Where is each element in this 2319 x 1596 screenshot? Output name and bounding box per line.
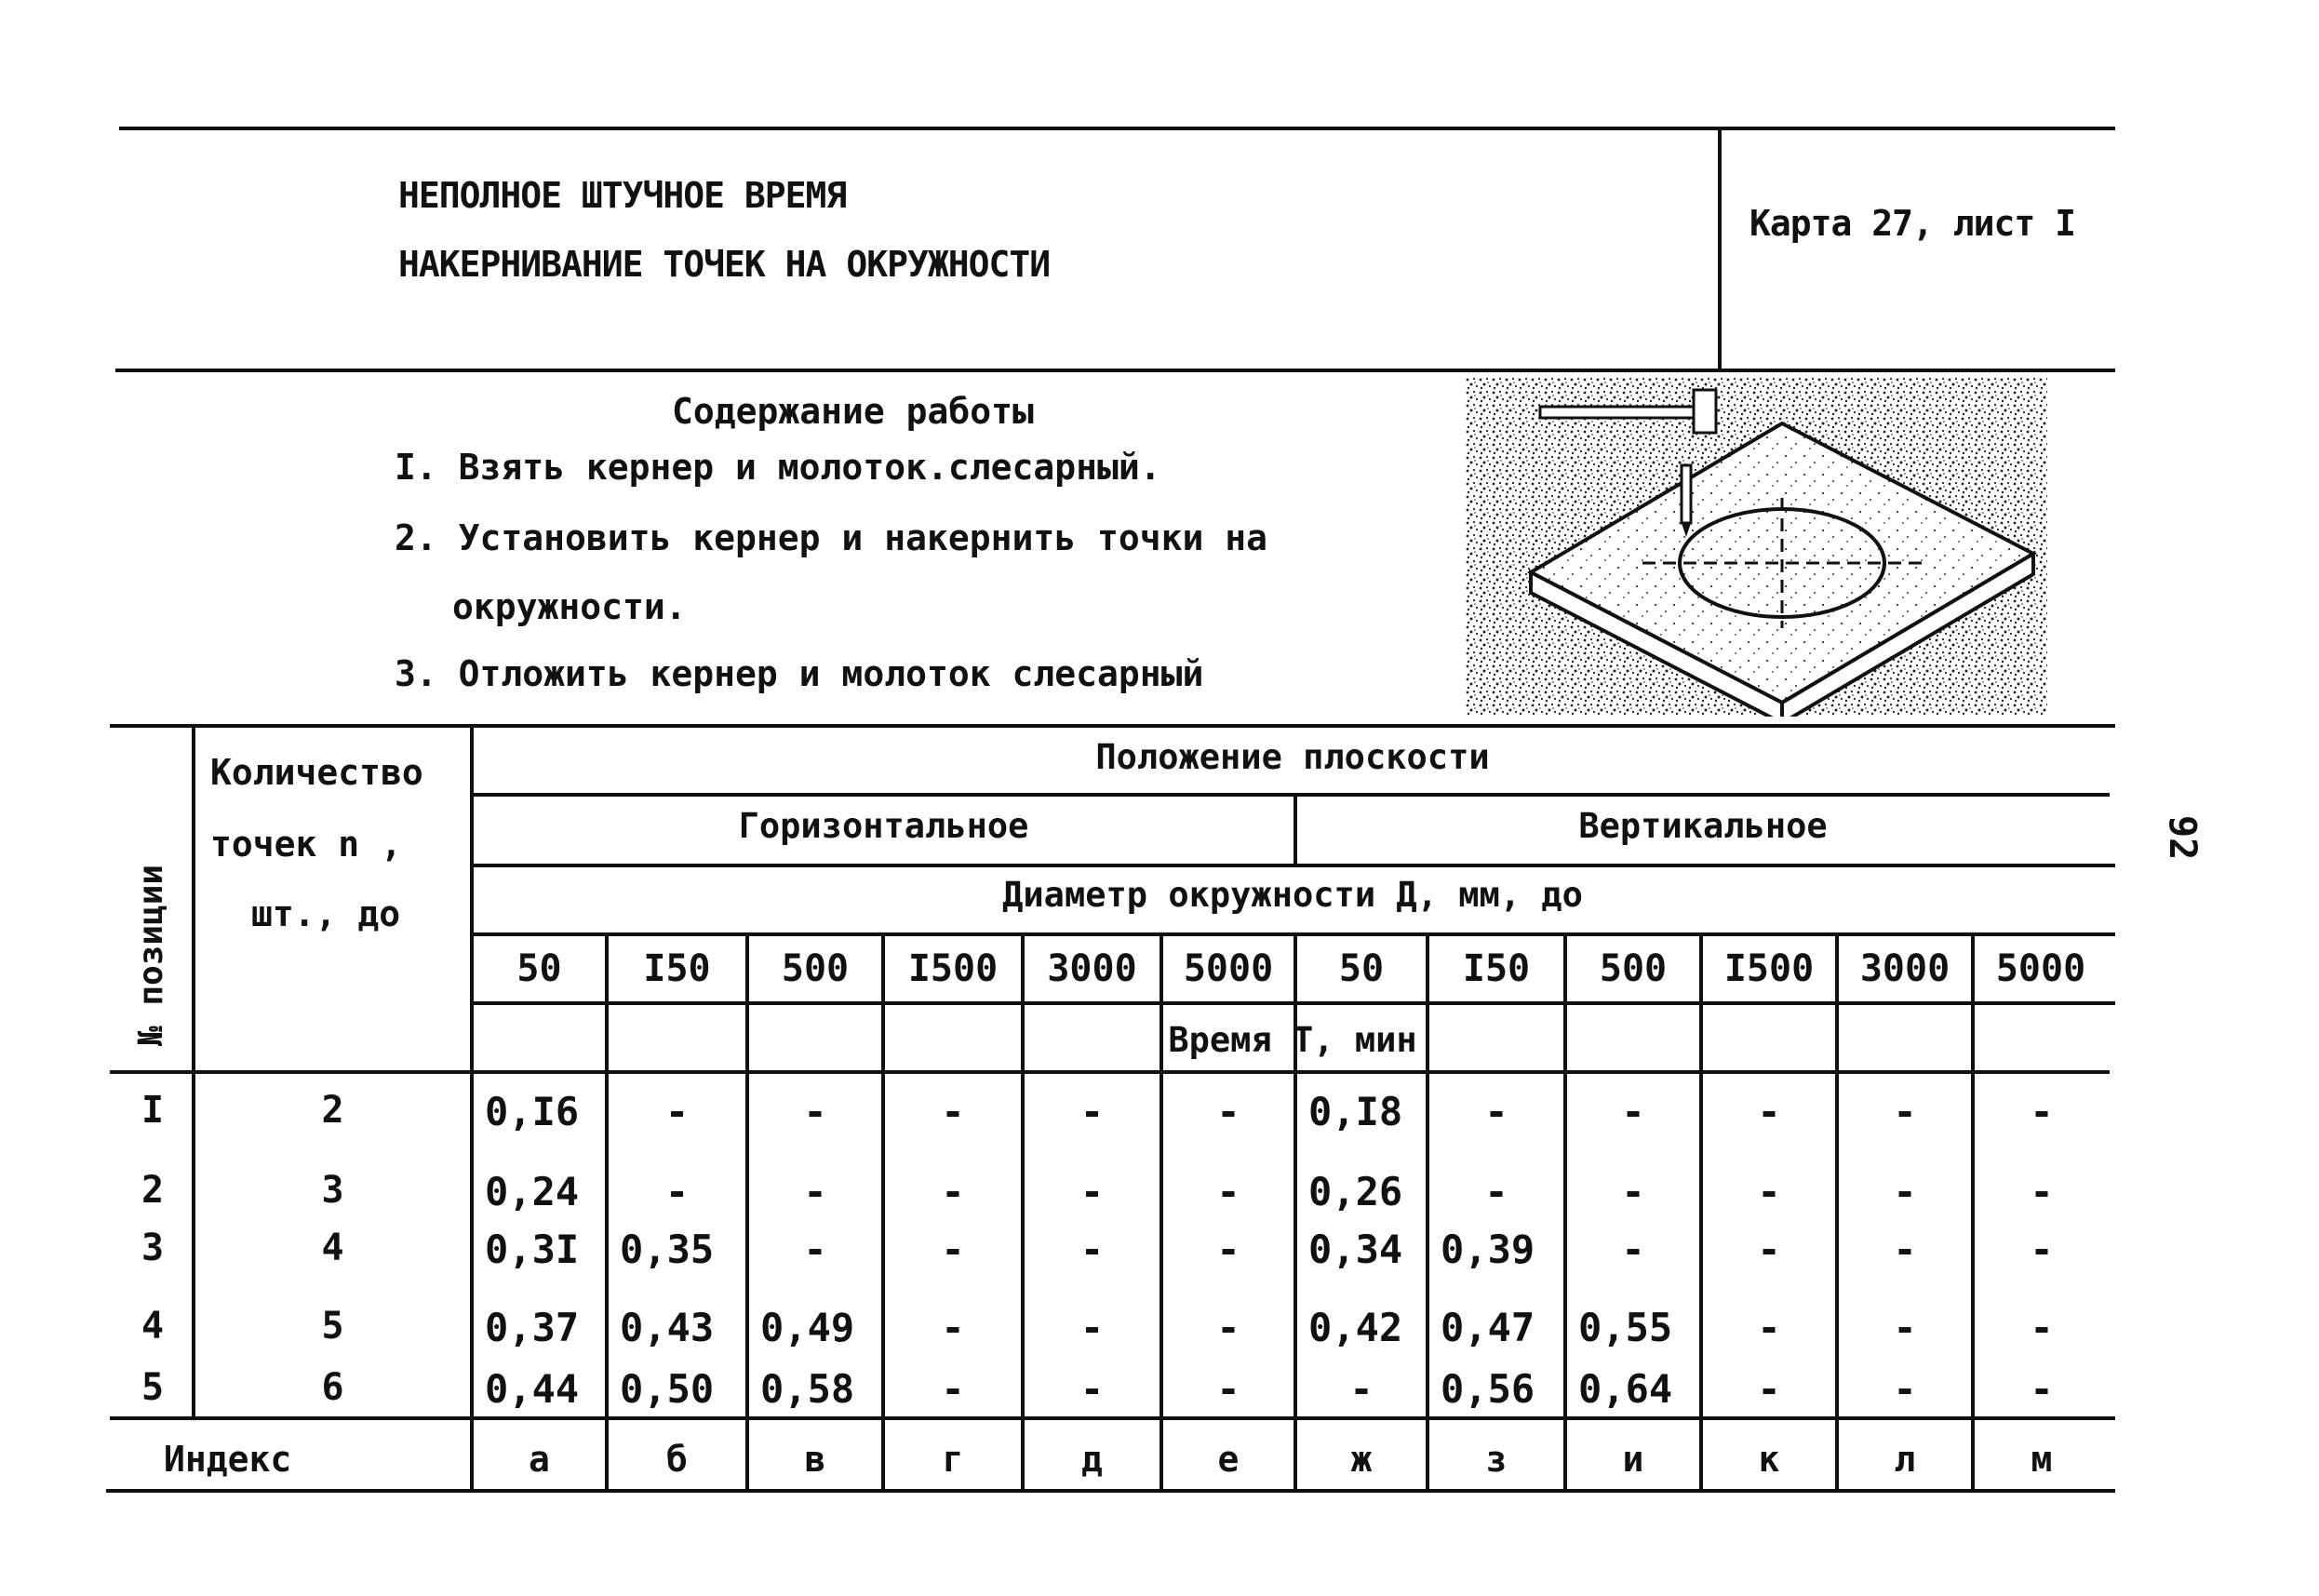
plane-header-rule — [474, 793, 2110, 797]
vertical-header: Вертикальное — [1578, 806, 1828, 846]
plane-position-header: Положение плоскости — [1095, 737, 1490, 777]
time-value-cell: 0,24 — [485, 1169, 580, 1214]
time-value-cell: - — [2030, 1169, 2054, 1214]
index-cell: и — [1622, 1439, 1644, 1480]
index-cell: з — [1485, 1439, 1508, 1480]
diameter-cell: 500 — [781, 947, 850, 990]
time-value-cell: - — [1349, 1366, 1374, 1412]
time-value-cell: - — [1216, 1169, 1240, 1214]
time-value-cell: 0,44 — [485, 1366, 580, 1412]
time-value-cell: - — [664, 1169, 690, 1214]
header-bottom-table-rule — [110, 1070, 2110, 1074]
time-header: Время Т, мин — [1168, 1020, 1417, 1060]
diameter-header: Диаметр окружности Д, мм, до — [1002, 875, 1583, 915]
time-value-cell: 0,42 — [1308, 1305, 1403, 1350]
index-cell: е — [1217, 1439, 1240, 1480]
time-value-cell: 0,3I — [485, 1227, 580, 1272]
time-value-cell: - — [1757, 1305, 1781, 1350]
time-value-cell: - — [941, 1169, 965, 1214]
time-value-cell: - — [1893, 1305, 1917, 1350]
document-subtitle: НАКЕРНИВАНИЕ ТОЧЕК НА ОКРУЖНОСТИ — [398, 244, 1051, 285]
time-value-cell: - — [2030, 1227, 2054, 1272]
position-cell: 2 — [141, 1169, 165, 1212]
work-step-2-cont: окружности. — [452, 586, 687, 627]
count-cell: 4 — [321, 1227, 344, 1269]
table-bottom-rule — [106, 1489, 2115, 1493]
position-cell: 5 — [141, 1366, 165, 1409]
header-divider — [1718, 127, 1722, 370]
time-value-cell: 0,47 — [1441, 1305, 1535, 1350]
time-value-cell: - — [1216, 1227, 1240, 1272]
time-value-cell: - — [1757, 1169, 1781, 1214]
time-value-cell: - — [1216, 1305, 1240, 1350]
index-cell: г — [942, 1439, 964, 1480]
time-value-cell: - — [1621, 1169, 1645, 1214]
time-value-cell: - — [1893, 1169, 1917, 1214]
count-cell: 5 — [321, 1305, 344, 1348]
diameter-cell: 3000 — [1047, 947, 1137, 990]
time-value-cell: - — [1893, 1366, 1917, 1412]
time-value-cell: 0,26 — [1308, 1169, 1403, 1214]
time-value-cell: 0,37 — [485, 1305, 580, 1350]
diameter-cell: 50 — [1338, 947, 1385, 990]
plate-with-center-punch-and-hammer-icon — [1466, 377, 2047, 717]
work-heading: Содержание работы — [672, 391, 1034, 432]
time-value-cell: - — [1079, 1366, 1105, 1412]
time-value-cell: - — [1079, 1089, 1105, 1134]
index-cell: к — [1758, 1439, 1780, 1480]
diameter-cell: 5000 — [1183, 947, 1274, 990]
page-number: 92 — [2161, 815, 2204, 861]
time-value-cell: 0,I8 — [1308, 1089, 1403, 1134]
time-value-cell: - — [1757, 1366, 1781, 1412]
time-value-cell: - — [1079, 1227, 1105, 1272]
time-value-cell: - — [2030, 1089, 2054, 1134]
index-cell: б — [666, 1439, 688, 1480]
time-value-cell: 0,34 — [1308, 1227, 1403, 1272]
time-value-cell: 0,56 — [1441, 1366, 1535, 1412]
count-cell: 3 — [321, 1169, 344, 1212]
time-value-cell: 0,55 — [1578, 1305, 1673, 1350]
time-value-cell: 0,43 — [620, 1305, 715, 1350]
diameter-cell: 3000 — [1859, 947, 1950, 990]
time-value-cell: 0,49 — [760, 1305, 855, 1350]
diameter-cell: I50 — [643, 947, 711, 990]
index-cell: л — [1894, 1439, 1916, 1480]
time-value-cell: - — [803, 1169, 827, 1214]
position-column-header: № позиции — [132, 864, 170, 1046]
time-value-cell: - — [2030, 1305, 2054, 1350]
time-value-cell: - — [803, 1089, 827, 1134]
time-value-cell: - — [1757, 1089, 1781, 1134]
diameter-cell: 5000 — [1995, 947, 2086, 990]
time-value-cell: 0,35 — [620, 1227, 715, 1272]
card-number: Карта 27, лист I — [1749, 203, 2076, 244]
index-label: Индекс — [164, 1439, 292, 1480]
time-value-cell: - — [2030, 1366, 2054, 1412]
work-step-3: 3. Отложить кернер и молоток слесарный — [395, 653, 1204, 694]
index-cell: в — [804, 1439, 826, 1480]
time-value-cell: - — [1216, 1366, 1240, 1412]
diameter-cell: I500 — [907, 947, 999, 990]
diameter-cell: 50 — [516, 947, 562, 990]
time-value-cell: - — [1079, 1305, 1105, 1350]
time-value-cell: - — [1621, 1227, 1645, 1272]
time-value-cell: - — [1621, 1089, 1645, 1134]
diameter-cell: 500 — [1599, 947, 1668, 990]
time-value-cell: 0,I6 — [485, 1089, 580, 1134]
time-value-cell: - — [1484, 1169, 1508, 1214]
time-value-cell: - — [941, 1305, 965, 1350]
count-header-line2: точек n , — [210, 824, 402, 865]
index-cell: м — [2031, 1439, 2053, 1480]
time-value-cell: - — [1893, 1089, 1917, 1134]
time-value-cell: - — [1079, 1169, 1105, 1214]
index-top-rule — [110, 1416, 2115, 1420]
time-value-cell: - — [664, 1089, 690, 1134]
count-cell: 6 — [321, 1366, 344, 1409]
index-cell: д — [1081, 1439, 1103, 1480]
document-title: НЕПОЛНОЕ ШТУЧНОЕ ВРЕМЯ — [398, 175, 847, 216]
time-value-cell: - — [941, 1227, 965, 1272]
horizontal-header: Горизонтальное — [738, 806, 1029, 846]
diameter-cell: I50 — [1462, 947, 1531, 990]
count-header-line1: Количество — [210, 752, 423, 793]
time-value-cell: 0,58 — [760, 1366, 855, 1412]
time-value-cell: - — [1893, 1227, 1917, 1272]
count-cell: 2 — [321, 1089, 344, 1132]
time-value-cell: 0,50 — [620, 1366, 715, 1412]
table-top-rule — [110, 724, 2115, 728]
position-cell: 4 — [141, 1305, 165, 1348]
time-value-cell: 0,64 — [1578, 1366, 1673, 1412]
position-cell: 3 — [141, 1227, 165, 1269]
header-bottom-rule — [115, 369, 2115, 372]
time-value-cell: - — [941, 1366, 965, 1412]
count-header-line3: шт., до — [251, 893, 401, 934]
position-cell: I — [141, 1089, 165, 1132]
work-step-2: 2. Установить кернер и накернить точки на — [395, 517, 1267, 558]
diameter-cell: I500 — [1723, 947, 1815, 990]
time-value-cell: - — [1216, 1089, 1240, 1134]
work-step-1: I. Взять кернер и молоток.слесарный. — [395, 447, 1161, 488]
time-value-cell: - — [1757, 1227, 1781, 1272]
index-cell: а — [529, 1439, 550, 1480]
time-value-cell: - — [803, 1227, 827, 1272]
top-rule — [119, 127, 2115, 130]
index-cell: ж — [1350, 1439, 1373, 1480]
time-value-cell: - — [1484, 1089, 1508, 1134]
time-value-cell: - — [941, 1089, 965, 1134]
time-value-cell: 0,39 — [1441, 1227, 1535, 1272]
